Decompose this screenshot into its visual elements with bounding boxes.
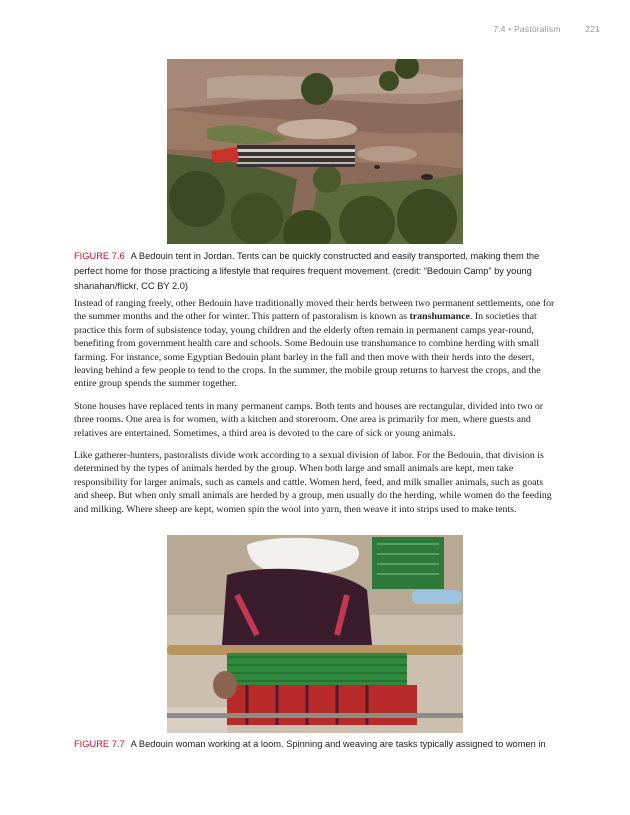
figure-caption (74, 249, 558, 294)
figure-label: FIGURE 7.6 (74, 251, 125, 261)
figure-label: FIGURE 7.7 (74, 739, 125, 749)
caption-text: A Bedouin tent in Jordan. Tents can be quickly constructed and easily transported, making them the perfect home for those practicing a lifestyle that requires frequent movement. (credit: “Bedouin Camp” by young shanahan/flickr, CC BY 2.0) (74, 251, 540, 291)
paragraph: Like gatherer-hunters, pastoralists divide work according to a sexual division of labor. For the Bedouin, that division is determined by the types of animals herded by the group. When both large and small animals are kept, men take responsibility for larger animals, such as camels and cattle. Women herd, feed, and milk smaller animals, such as goats and sheep. But when only small animals are herded by a group, men usually do the herding, while women do the feeding and milking. Where sheep are kept, women spin the wool into yarn, then weave it into strips used to make tents. (74, 450, 552, 515)
bedouin-tent-photo (167, 59, 463, 244)
page-number: 221 (585, 24, 600, 34)
running-header (493, 24, 600, 34)
loom-weaving-photo (167, 535, 463, 733)
figure-caption (74, 737, 558, 752)
caption-text: A Bedouin woman working at a loom. Spinning and weaving are tasks typically assigned to women in (130, 739, 546, 749)
paragraph: Instead of ranging freely, other Bedouin have traditionally moved their herds between two permanent settlements, one for the summer months and the other for winter. This pattern of pastoralism is known as transhumance. In societies that practice this form of subsistence today, young children and the elderly often remain in permanent camps year-round, benefiting from government health care and schools. Some Bedouin use transhumance to combine herding with small farming. For instance, some Egyptian Bedouin plant barley in the fall and then move with their herds into the desert, leaving behind a few people to tend to the crops. In the summer, the mobile group returns to harvest the crops, and the entire group spends the summer together. (74, 298, 555, 390)
key-term: transhumance (409, 311, 470, 323)
body-text (74, 297, 556, 525)
paragraph: Stone houses have replaced tents in many permanent camps. Both tents and houses are rectangular, divided into two or three rooms. One area is for women, with a kitchen and storeroom. One area is primarily for men, where guests and relatives are entertained. Sometimes, a third area is devoted to the care of sick or young animals. (74, 400, 544, 439)
section-title: 7.4 • Pastoralism (493, 24, 561, 34)
